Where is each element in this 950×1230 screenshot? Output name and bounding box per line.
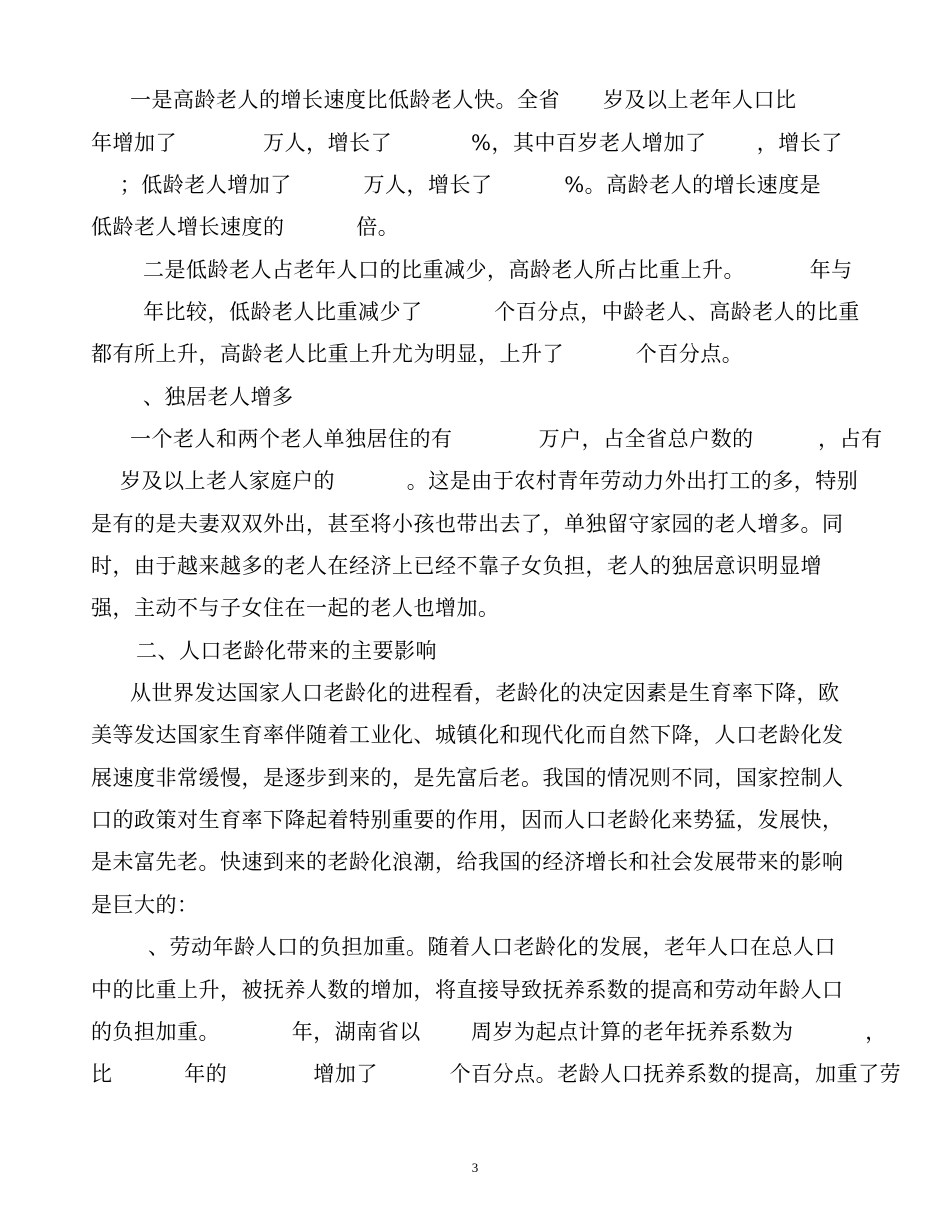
paragraph-line: 强，主动不与子女住在一起的老人也增加。 bbox=[91, 596, 500, 620]
paragraph-line: 是未富先老。快速到来的老龄化浪潮，给我国的经济增长和社会发展带来的影响 bbox=[91, 850, 844, 874]
paragraph-line: 一个老人和两个老人单独居住的有 万户，占全省总户数的 ，占有 bbox=[130, 427, 883, 451]
paragraph-line: 展速度非常缓慢，是逐步到来的，是先富后老。我国的情况则不同，国家控制人 bbox=[91, 766, 844, 790]
paragraph-line: 比 年的 增加了 个百分点。老龄人口抚养系数的提高，加重了劳 bbox=[91, 1062, 902, 1086]
paragraph-line: 一是高龄老人的增长速度比低龄老人快。全省 岁及以上老年人口比 bbox=[130, 88, 797, 112]
paragraph-line: 低龄老人增长速度的 倍。 bbox=[91, 215, 400, 239]
paragraph-line: 、劳动年龄人口的负担加重。随着人口老龄化的发展，老年人口在总人口 bbox=[148, 935, 836, 959]
paragraph-line: 二是低龄老人占老年人口的比重减少，高龄老人所占比重上升。 年与 bbox=[143, 258, 853, 282]
section-heading: 二、人口老龄化带来的主要影响 bbox=[136, 639, 437, 663]
paragraph-line: ；低龄老人增加了 万人，增长了 %。高龄老人的增长速度是 bbox=[91, 173, 822, 197]
paragraph-line: 的负担加重。 年，湖南省以 周岁为起点计算的老年抚养系数为 ， bbox=[91, 1020, 887, 1044]
paragraph-line: 岁及以上老人家庭户的 。这是由于农村青年劳动力外出打工的多，特别 bbox=[120, 469, 859, 493]
paragraph-line: 口的政策对生育率下降起着特别重要的作用，因而人口老龄化来势猛，发展快， bbox=[91, 808, 844, 832]
paragraph-line: 中的比重上升，被抚养人数的增加，将直接导致抚养系数的提高和劳动年龄人口 bbox=[91, 978, 844, 1002]
paragraph-line: 是巨大的： bbox=[91, 893, 199, 917]
paragraph-line: 是有的是夫妻双双外出，甚至将小孩也带出去了，单独留守家园的老人增多。同 bbox=[91, 512, 844, 536]
section-heading: 、独居老人增多 bbox=[143, 385, 294, 409]
paragraph-line: 都有所上升，高龄老人比重上升尤为明显，上升了 个百分点。 bbox=[91, 342, 744, 366]
paragraph-line: 年比较，低龄老人比重减少了 个百分点，中龄老人、高龄老人的比重 bbox=[143, 300, 860, 324]
paragraph-line: 年增加了 万人，增长了 %，其中百岁老人增加了 ，增长了 bbox=[91, 131, 843, 155]
paragraph-line: 时，由于越来越多的老人在经济上已经不靠子女负担，老人的独居意识明显增 bbox=[91, 554, 822, 578]
page-number: 3 bbox=[471, 1160, 479, 1175]
paragraph-line: 从世界发达国家人口老龄化的进程看，老龄化的决定因素是生育率下降，欧 bbox=[130, 681, 840, 705]
paragraph-line: 美等发达国家生育率伴随着工业化、城镇化和现代化而自然下降，人口老龄化发 bbox=[91, 723, 844, 747]
